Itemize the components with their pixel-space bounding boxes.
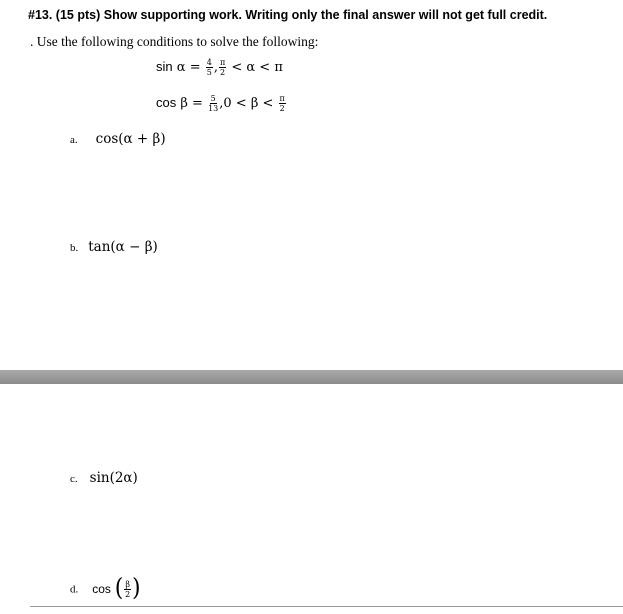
- part-b: [70, 238, 158, 256]
- part-expression: [92, 574, 141, 603]
- fraction-denominator: 13: [208, 104, 219, 113]
- beta-half-fraction: [124, 580, 131, 599]
- part-label: a.: [70, 134, 78, 146]
- fraction-denominator: 5: [206, 68, 212, 77]
- left-paren: (: [114, 574, 124, 603]
- intro-text: . Use the following conditions to solve the following:: [30, 34, 319, 49]
- fraction-numerator: π: [279, 94, 285, 103]
- condition-cos-beta: [156, 94, 287, 113]
- part-expression: cos(α + β): [95, 131, 166, 147]
- cos-value-fraction: [208, 94, 218, 113]
- part-label: c.: [70, 473, 78, 485]
- equals-sign: =: [189, 60, 201, 75]
- alpha-range: < α < π: [231, 60, 283, 75]
- cos-function: cos: [92, 581, 111, 596]
- fraction-denominator: 2: [220, 68, 226, 77]
- cos-function: cos: [156, 95, 177, 110]
- page-divider: [0, 370, 623, 384]
- fraction-numerator: β: [125, 579, 130, 589]
- fraction-numerator: 4: [206, 58, 212, 67]
- upper-bound-fraction: [279, 94, 286, 113]
- problem-header: #13. (15 pts) Show supporting work. Writing only the final answer will not get full credit.: [28, 8, 548, 22]
- sin-value-fraction: [206, 58, 213, 77]
- beta-symbol: β: [180, 96, 188, 111]
- part-expression: sin(2α): [89, 470, 138, 486]
- bottom-rule: [30, 606, 623, 607]
- condition-sin-alpha: [156, 58, 283, 77]
- alpha-symbol: α: [176, 60, 186, 75]
- part-d: [70, 574, 141, 603]
- part-c: [70, 469, 138, 487]
- sin-function: sin: [156, 59, 173, 74]
- fraction-numerator: π: [219, 58, 226, 67]
- fraction-numerator: 5: [210, 94, 216, 103]
- part-expression: tan(α − β): [88, 239, 158, 255]
- part-a: [70, 130, 166, 148]
- equals-sign: =: [192, 96, 203, 111]
- separator: ,: [213, 60, 218, 75]
- part-label: d.: [70, 583, 79, 596]
- beta-range: ,0 < β <: [219, 96, 274, 111]
- fraction-denominator: 2: [279, 104, 285, 113]
- part-label: b.: [70, 242, 79, 254]
- fraction-denominator: 2: [125, 589, 131, 599]
- lower-bound-fraction: [219, 58, 226, 77]
- right-paren: ): [131, 574, 141, 603]
